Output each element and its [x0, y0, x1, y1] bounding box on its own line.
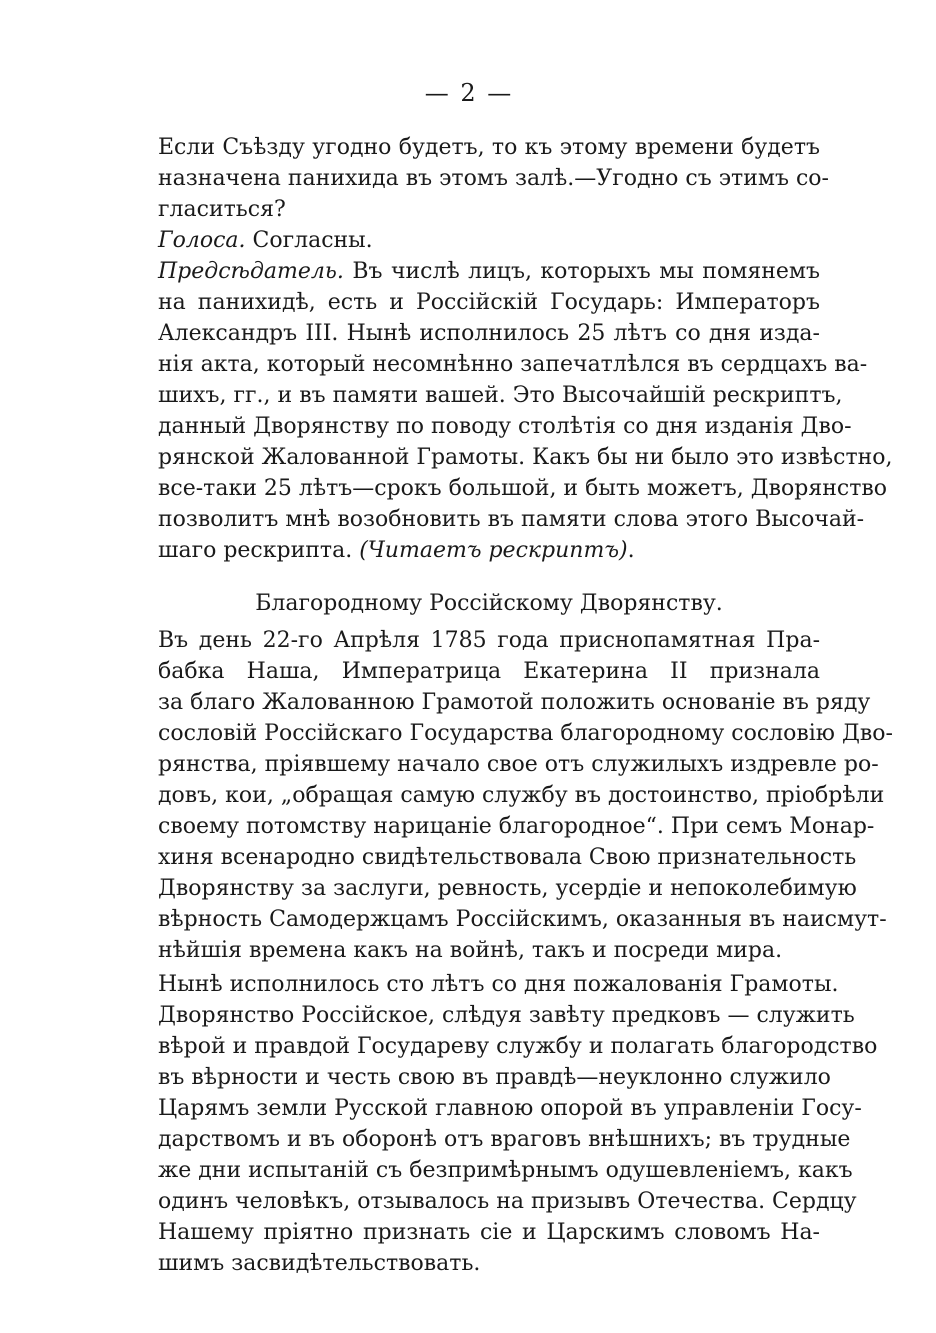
- text-line: Если Съѣзду угодно будетъ, то къ этому времени будетъ: [158, 135, 820, 160]
- text-line: своему потомству нарицаніе благородное“. При семъ Монар-: [158, 814, 875, 839]
- text-line: гласиться?: [158, 197, 286, 222]
- page-number: — 2 —: [424, 79, 514, 107]
- text-line: [158, 225, 820, 256]
- text-line: Царямъ земли Русской главною опорой въ управленіи Госу-: [158, 1096, 862, 1121]
- text-line: Нынѣ исполнилось сто лѣтъ со дня пожалованія Грамоты.: [158, 972, 839, 997]
- text-line: нія акта, который несомнѣнно запечатлѣлся въ сердцахъ ва-: [158, 352, 868, 377]
- document-page: [158, 78, 893, 1279]
- paragraph-1: [158, 132, 829, 225]
- text-line: Дворянство Россійское, слѣдуя завѣту предковъ — служить: [158, 1003, 855, 1028]
- speaker-label: Голоса.: [158, 228, 246, 253]
- speech-text: Въ числѣ лицъ, которыхъ мы помянемъ: [343, 259, 820, 284]
- text-line: данный Дворянству по поводу столѣтія со дня изданія Дво-: [158, 414, 852, 439]
- text-line: шимъ засвидѣтельствовать.: [158, 1251, 481, 1276]
- text-line: позволитъ мнѣ возобновить въ памяти слова этого Высочай-: [158, 507, 865, 532]
- text-line: все-таки 25 лѣтъ—срокъ большой, и быть можетъ, Дворянство: [158, 476, 888, 501]
- text-line: вѣрность Самодержцамъ Россійскимъ, оказанныя въ наисмут-: [158, 907, 887, 932]
- text-line: хиня всенародно свидѣтельствовала Свою признательность: [158, 845, 857, 870]
- text-line: на панихидѣ, есть и Россійскій Государь: Императоръ: [158, 290, 820, 315]
- section-heading: Благородному Россійскому Дворянству.: [255, 591, 723, 616]
- text-line: бабка Наша, Императрица Екатерина II признала: [158, 659, 820, 684]
- text-line: Дворянству за заслуги, ревность, усердіе и непоколебимую: [158, 876, 857, 901]
- text-line: одинъ человѣкъ, отзывалось на призывъ Отечества. Сердцу: [158, 1189, 857, 1214]
- stage-direction: (Читаетъ рескриптъ): [359, 538, 628, 563]
- paragraph-5: [158, 969, 878, 1279]
- text-line: за благо Жалованною Грамотой положить основаніе въ ряду: [158, 690, 871, 715]
- speaker-label: Предсѣдатель.: [158, 259, 344, 284]
- text-line: шихъ, гг., и въ памяти вашей. Это Высочайшій рескриптъ,: [158, 383, 843, 408]
- text-line: въ вѣрности и честь свою въ правдѣ—неуклонно служило: [158, 1065, 831, 1090]
- text-line: назначена панихида въ этомъ залѣ.—Угодно съ этимъ со-: [158, 166, 829, 191]
- paragraph-2: [158, 225, 820, 256]
- text-line: [158, 256, 820, 287]
- text-line: дарствомъ и въ оборонѣ отъ враговъ внѣшнихъ; въ трудные: [158, 1127, 851, 1152]
- text-line: Въ день 22-го Апрѣля 1785 года приснопамятная Пра-: [158, 628, 820, 653]
- text-line: же дни испытаній съ безпримѣрнымъ одушевленіемъ, какъ: [158, 1158, 853, 1183]
- text-line: Александръ III. Нынѣ исполнилось 25 лѣтъ со дня изда-: [158, 321, 820, 346]
- speech-text: шаго рескрипта.: [158, 538, 360, 563]
- speech-text: .: [627, 538, 635, 563]
- text-line: нѣйшія времена какъ на войнѣ, такъ и посреди мира.: [158, 938, 783, 963]
- text-line: довъ, кои, „обращая самую службу въ достоинство, пріобрѣли: [158, 783, 885, 808]
- speech-text: Согласны.: [245, 228, 373, 253]
- text-line: рянской Жалованной Грамоты. Какъ бы ни было это извѣстно,: [158, 445, 893, 470]
- text-line: [158, 535, 820, 566]
- text-line: вѣрой и правдой Государеву службу и полагать благородство: [158, 1034, 878, 1059]
- text-line: Нашему пріятно признать сіе и Царскимъ словомъ На-: [158, 1220, 820, 1245]
- paragraph-4: [158, 625, 893, 966]
- paragraph-3: [158, 256, 893, 566]
- text-line: рянства, пріявшему начало свое отъ служилыхъ издревле ро-: [158, 752, 879, 777]
- text-line: сословій Россійскаго Государства благородному сословію Дво-: [158, 721, 893, 746]
